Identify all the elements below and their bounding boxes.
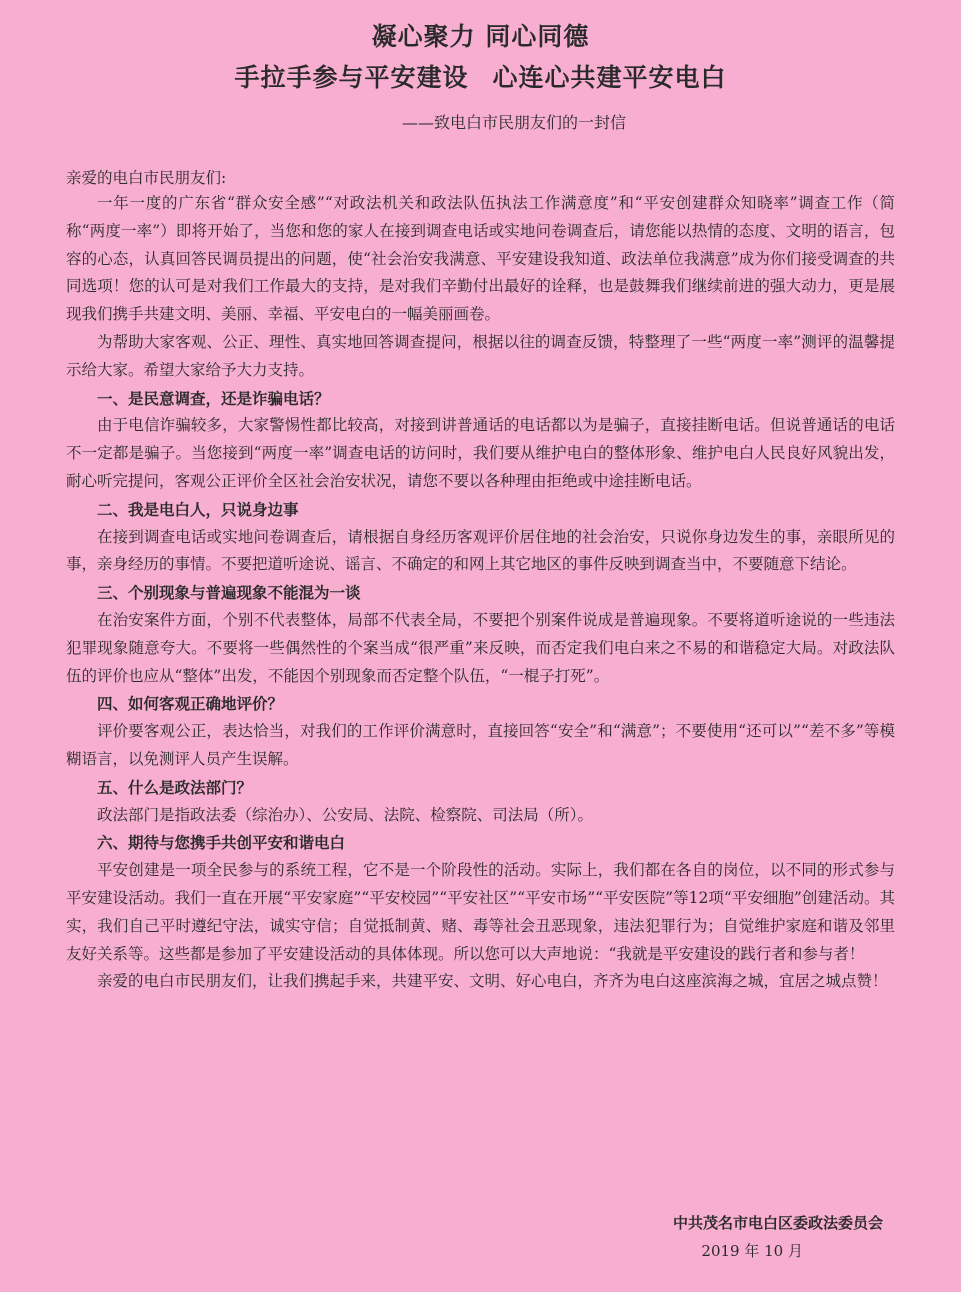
title-line-2	[66, 61, 895, 95]
section-body: 平安创建是一项全民参与的系统工程，它不是一个阶段性的活动。实际上，我们都在各自的岗位，以不同的形式参与平安建设活动。我们一直在开展“平安家庭”“平安校园”“平安社区”“平安市场”“平安医院”等12项“平安细胞”创建活动。其实，我们自己平时遵纪守法，诚实守信；自觉抵制黄、赌、毒等社会丑恶现象，违法犯罪行为；自觉维护家庭和谐及邻里友好关系等。这些都是参加了平安建设活动的具体体现。所以您可以大声地说：“我就是平安建设的践行者和参与者！	[66, 861, 895, 963]
section-heading: 五、什么是政法部门？	[97, 777, 253, 797]
section-heading: 一、是民意调查，还是诈骗电话？	[97, 388, 330, 408]
paragraph: 为帮助大家客观、公正、理性、真实地回答调查提问，根据以往的调查反馈，特整理了一些“两度一率”测评的温馨提示给大家。希望大家给予大力支持。	[66, 332, 895, 379]
closing-paragraph: 亲爱的电白市民朋友们，让我们携起手来，共建平安、文明、好心电白，齐齐为电白这座滨海之城，宜居之城点赞！	[97, 972, 888, 991]
section-heading: 六、期待与您携手共创平安和谐电白	[97, 833, 346, 853]
title-line-2-part-b: 心连心共建平安电白	[492, 63, 727, 92]
paragraph: 一年一度的广东省“群众安全感”“对政法机关和政法队伍执法工作满意度”和“平安创建群众知晓率”调查工作（简称“两度一率”）即将开始了，当您和您的家人在接到调查电话或实地问卷调查后，请您能以热情的态度、文明的语言，包容的心态，认真回答民调员提出的问题，使“社会治安我满意、平安建设我知道、政法单位我满意”成为你们接受调查的共同选项！您的认可是对我们工作最大的支持，是对我们辛勤付出最好的诠释，也是鼓舞我们继续前进的强大动力，更是展现我们携手共建文明、美丽、幸福、平安电白的一幅美丽画卷。	[66, 194, 895, 324]
section-body: 政法部门是指政法委（综治办）、公安局、法院、检察院、司法局（所）。	[97, 805, 594, 824]
section-body: 评价要客观公正，表达恰当，对我们的工作评价满意时，直接回答“安全”和“满意”；不要使用“还可以”“差不多”等模糊语言，以免测评人员产生误解。	[66, 722, 895, 768]
signature-organization: 中共茂名市电白区委政法委员会	[672, 1214, 883, 1232]
subtitle: ——致电白市民朋友们的一封信	[402, 113, 627, 132]
section-body: 由于电信诈骗较多，大家警惕性都比较高，对接到讲普通话的电话都以为是骗子，直接挂断电话。但说普通话的电话不一定都是骗子。当您接到“两度一率”调查电话的访问时，我们要从维护电白的整体形象、维护电白人民良好风貌出发，耐心听完提问，客观公正评价全区社会治安状况，请您不要以各种理由拒绝或中途挂断电话。	[66, 416, 895, 490]
section-heading: 二、我是电白人，只说身边事	[97, 499, 299, 519]
signature-date: 2019 年 10 月	[701, 1242, 803, 1260]
title-line-1: 凝心聚力 同心同德	[371, 22, 590, 51]
salutation: 亲爱的电白市民朋友们:	[66, 169, 227, 187]
title-line-2-part-a: 手拉手参与平安建设	[234, 63, 469, 92]
section-body: 在接到调查电话或实地问卷调查后，请根据自身经历客观评价居住地的社会治安，只说你身边发生的事，亲眼所见的事，亲身经历的事情。不要把道听途说、谣言、不确定的和网上其它地区的事件反映到调查当中，不要随意下结论。	[66, 527, 895, 574]
section-heading: 四、如何客观正确地评价？	[97, 694, 284, 714]
section-heading: 三、个别现象与普遍现象不能混为一谈	[97, 583, 361, 603]
section-body: 在治安案件方面，个别不代表整体，局部不代表全局，不要把个别案件说成是普遍现象。不要将道听途说的一些违法犯罪现象随意夸大。不要将一些偶然性的个案当成“很严重”来反映，而否定我们电白来之不易的和谐稳定大局。对政法队伍的评价也应从“整体”出发，不能因个别现象而否定整个队伍，“一棍子打死”。	[66, 610, 895, 685]
